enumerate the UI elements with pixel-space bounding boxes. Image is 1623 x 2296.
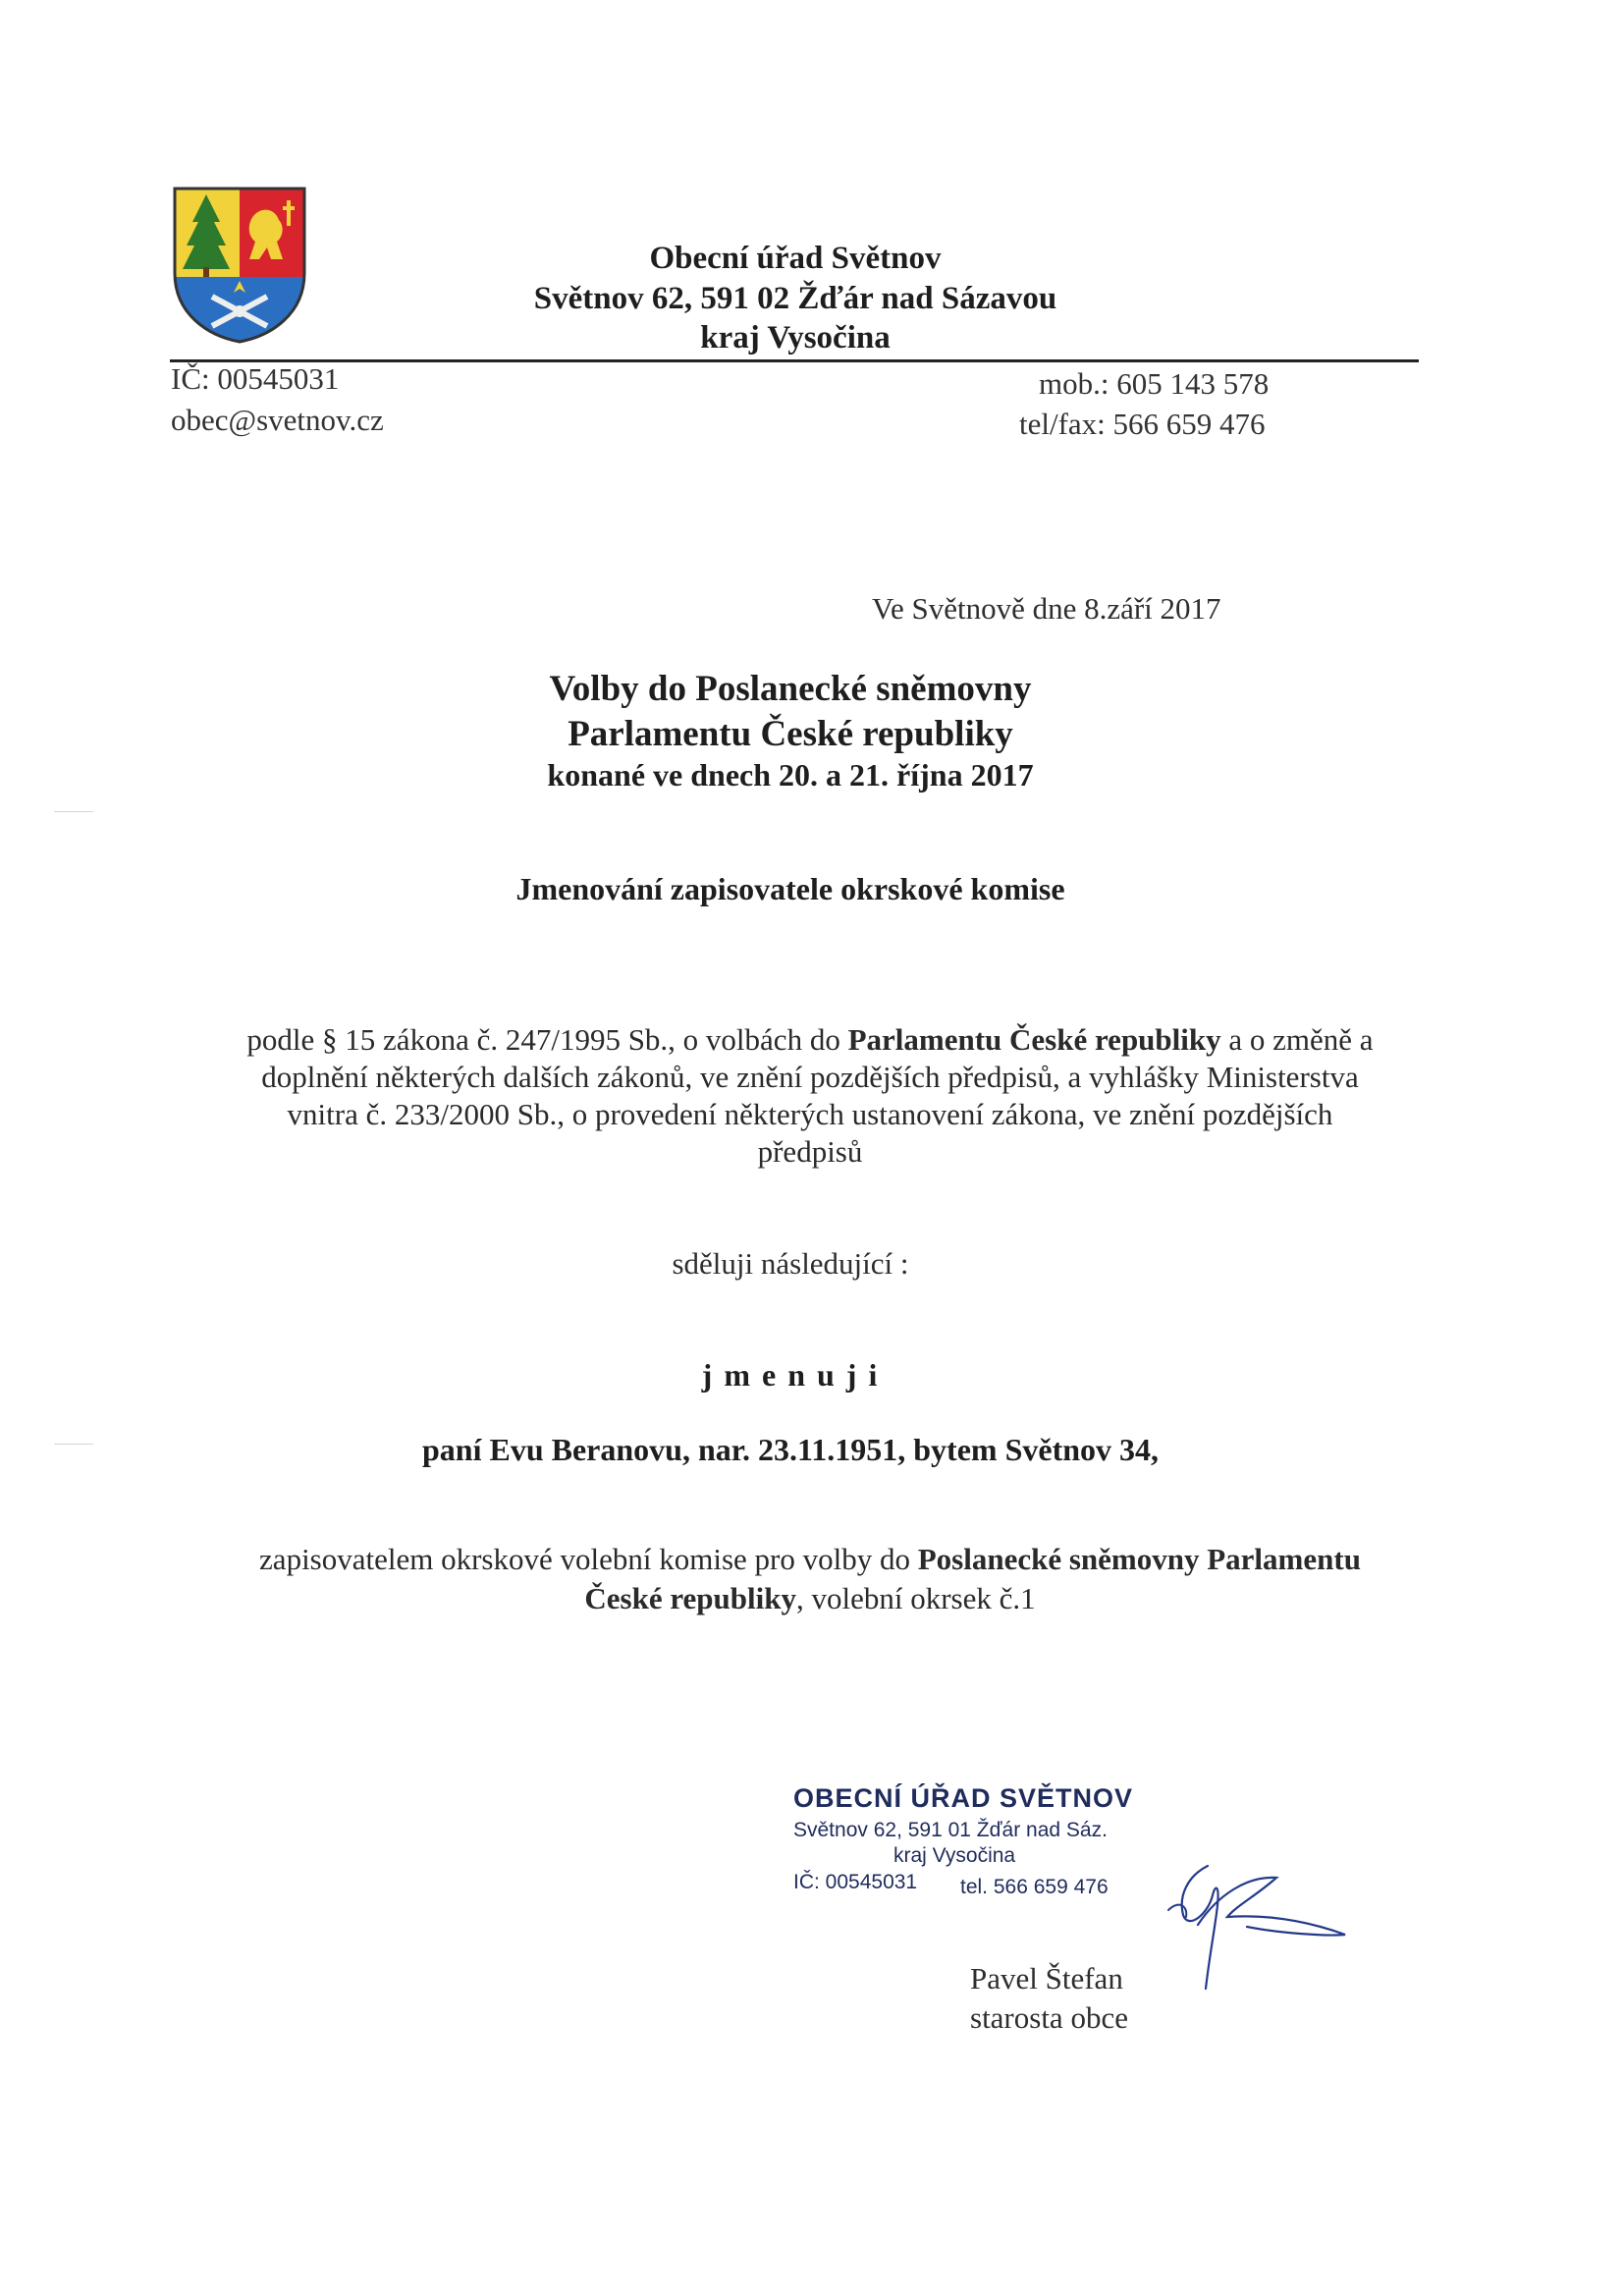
coat-of-arms-logo bbox=[173, 187, 306, 344]
election-title-line2: Parlamentu České republiky bbox=[568, 714, 1013, 754]
announcement: sděluji následující : bbox=[672, 1246, 909, 1281]
stamp-tel: tel. 566 659 476 bbox=[960, 1876, 1109, 1898]
header-divider bbox=[170, 359, 1419, 362]
legal-line-3: vnitra č. 233/2000 Sb., o provedení některých ustanovení zákona, ve znění pozdějších bbox=[287, 1097, 1333, 1131]
email-address: obec@svetnov.cz bbox=[171, 403, 384, 437]
legal-line-2: doplnění některých dalších zákonů, ve znění pozdějších předpisů, a vyhlášky Ministerstva bbox=[261, 1060, 1359, 1094]
stamp-office-name: OBECNÍ ÚŘAD SVĚTNOV bbox=[793, 1783, 1134, 1813]
office-name: Obecní úřad Světnov bbox=[649, 241, 942, 276]
scan-mark bbox=[54, 811, 93, 812]
ic-number: IČ: 00545031 bbox=[171, 361, 340, 396]
stamp-ic: IČ: 00545031 bbox=[793, 1871, 918, 1893]
appoint-heading: j m e n u j i bbox=[701, 1357, 880, 1393]
election-dates: konané ve dnech 20. a 21. října 2017 bbox=[547, 757, 1034, 793]
office-address: Světnov 62, 591 02 Žďár nad Sázavou bbox=[533, 281, 1057, 316]
document-subject: Jmenování zapisovatele okrskové komise bbox=[515, 871, 1065, 906]
tel-fax-number: tel/fax: 566 659 476 bbox=[1019, 407, 1266, 441]
role-line-1: zapisovatelem okrskové volební komise pro volby do Poslanecké sněmovny Parlamentu bbox=[259, 1542, 1361, 1576]
handwritten-signature bbox=[1159, 1856, 1375, 2003]
election-title-line1: Volby do Poslanecké sněmovny bbox=[549, 669, 1032, 709]
role-line-2: České republiky, volební okrsek č.1 bbox=[584, 1581, 1036, 1615]
legal-line-1: podle § 15 zákona č. 247/1995 Sb., o volbách do Parlamentu České republiky a o změně a bbox=[246, 1022, 1374, 1057]
office-region: kraj Vysočina bbox=[700, 320, 891, 355]
signatory-name: Pavel Štefan bbox=[970, 1961, 1123, 1995]
stamp-address: Světnov 62, 591 01 Žďár nad Sáz. bbox=[793, 1819, 1108, 1841]
mobile-number: mob.: 605 143 578 bbox=[1039, 366, 1270, 401]
scan-mark bbox=[54, 1444, 93, 1445]
role-paragraph bbox=[167, 1540, 1453, 1618]
legal-line-4: předpisů bbox=[757, 1134, 863, 1169]
date-line: Ve Světnově dne 8.září 2017 bbox=[872, 591, 1221, 626]
signatory-role: starosta obce bbox=[970, 2000, 1128, 2035]
legal-basis-paragraph bbox=[167, 1021, 1453, 1171]
appointed-person: paní Evu Beranovu, nar. 23.11.1951, bytem Světnov 34, bbox=[421, 1432, 1160, 1467]
stamp-region: kraj Vysočina bbox=[893, 1844, 1016, 1867]
